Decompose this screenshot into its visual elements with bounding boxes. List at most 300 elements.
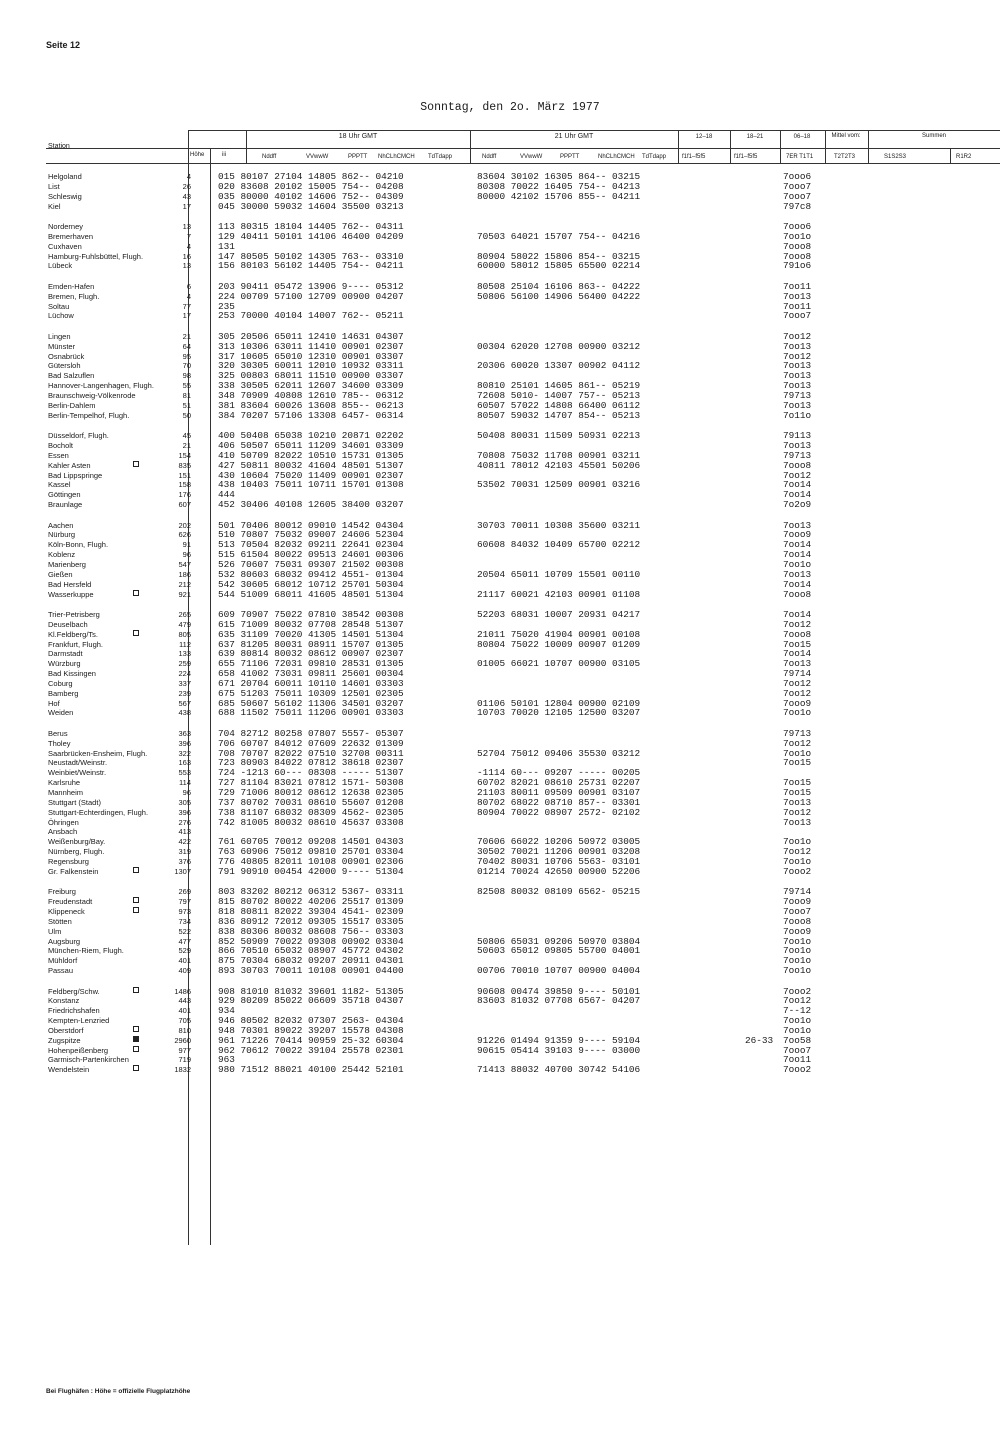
obs-18-gmt: 381 83604 60026 13608 855-- 06213 — [218, 399, 404, 411]
obs-21-gmt: 80904 58022 15806 854-- 03215 — [477, 250, 641, 262]
station-name: Emden-Hafen — [48, 281, 95, 291]
daily-mean-code: 7ooo7 — [783, 1044, 812, 1056]
obs-18-gmt: 639 80814 80032 08612 00907 02307 — [218, 648, 404, 660]
daily-mean-code: 7oo13 — [783, 440, 812, 451]
station-height: 835 — [178, 460, 191, 470]
station-height: 77 — [182, 301, 191, 311]
obs-18-gmt: 724 -1213 60--- 08308 ----- 51307 — [218, 767, 404, 779]
daily-mean-code: 7oo13 — [783, 816, 812, 828]
station-name: Mühldorf — [48, 956, 78, 966]
daily-mean-code: 7oo14 — [783, 608, 812, 620]
station-name: Garmisch-Partenkirchen — [48, 1055, 129, 1065]
station-height: 396 — [178, 738, 191, 748]
obs-21-gmt: 01106 50101 12804 00900 02109 — [477, 697, 641, 709]
obs-21-gmt: 72608 5010- 14007 757-- 05213 — [477, 390, 641, 401]
obs-18-gmt: 035 80000 40102 14606 752-- 04309 — [218, 190, 404, 202]
obs-21-gmt: 52203 68031 10007 20931 04217 — [477, 608, 641, 620]
station-height: 186 — [178, 569, 191, 579]
header-sub-06-18: 7ER T1T1 — [786, 154, 814, 160]
header-tdapp-18: TdTdapp — [428, 154, 453, 160]
station-name: Stötten — [48, 916, 72, 926]
table-row — [0, 818, 1000, 828]
station-height: 21 — [182, 331, 191, 341]
daily-mean-code: 7oo13 — [783, 290, 812, 302]
header-18-uhr: 18 Uhr GMT — [338, 133, 378, 140]
station-height: 55 — [182, 381, 191, 391]
obs-21-gmt: 80507 59032 14707 854-- 05213 — [477, 409, 641, 421]
station-name: Saarbrücken-Ensheim, Flugh. — [48, 748, 148, 758]
table-row — [0, 461, 1000, 471]
daily-mean-code: 7oo13 — [783, 519, 812, 531]
obs-18-gmt: 688 11502 75011 11206 00901 03303 — [218, 707, 404, 719]
obs-18-gmt: 510 70807 75032 09007 24606 52304 — [218, 529, 404, 541]
header-ii: iii — [222, 152, 226, 158]
table-row — [0, 808, 1000, 818]
station-name: Bad Lippspringe — [48, 470, 103, 480]
table-row — [0, 192, 1000, 202]
station-name: Kahler Asten — [48, 460, 91, 470]
obs-18-gmt: 526 70607 75031 09307 21502 00308 — [218, 558, 404, 570]
table-row — [0, 431, 1000, 441]
station-name: Würzburg — [48, 659, 81, 669]
station-name: Deuselbach — [48, 619, 88, 629]
obs-18-gmt: 045 30000 59032 14604 35500 03213 — [218, 200, 404, 212]
station-height: 26 — [182, 181, 191, 191]
page-number: Seite 12 — [46, 40, 81, 50]
daily-mean-code: 7oo11 — [783, 280, 812, 292]
station-height: 477 — [178, 936, 191, 946]
obs-21-gmt: 80308 70022 16405 754-- 04213 — [477, 180, 641, 192]
station-name: Kiel — [48, 201, 61, 211]
obs-18-gmt: 980 71512 88021 40100 25442 52101 — [218, 1064, 404, 1076]
station-height: 13 — [182, 222, 191, 231]
filled-square-icon — [133, 1036, 139, 1042]
header-vvwww-21: VVwwW — [520, 154, 543, 160]
header-12-18: 12–18 — [695, 134, 713, 140]
daily-mean-code: 7oo1o — [783, 836, 812, 848]
header-sub-18-21: f1f1–f5f5 — [734, 154, 758, 160]
daily-mean-code: 7oo15 — [783, 638, 812, 650]
station-name: Wendelstein — [48, 1065, 90, 1075]
station-name: Hamburg-Fuhlsbüttel, Flugh. — [48, 251, 144, 261]
header-sub-s2: R1R2 — [956, 154, 972, 160]
header-mittel: Mittel vom: — [831, 133, 861, 139]
station-name: Norderney — [48, 222, 84, 231]
open-square-icon — [133, 897, 139, 903]
obs-18-gmt: 313 10306 63011 11410 00901 02307 — [218, 340, 404, 352]
obs-18-gmt: 929 80209 85022 06609 35718 04307 — [218, 995, 404, 1007]
table-row — [0, 887, 1000, 897]
header-ppptt-18: PPPTT — [348, 154, 368, 160]
station-height: 43 — [182, 191, 191, 201]
obs-21-gmt: 80702 68022 08710 857-- 03301 — [477, 796, 641, 808]
daily-mean-code: 7oo12 — [783, 330, 812, 342]
station-name: Hannover-Langenhagen, Flugh. — [48, 381, 154, 391]
obs-21-gmt: 20504 65011 10709 15501 00110 — [477, 568, 641, 580]
station-name: Frankfurt, Flugh. — [48, 639, 104, 649]
station-name: Bad Kissingen — [48, 669, 96, 678]
station-name: Kassel — [48, 480, 71, 490]
obs-18-gmt: 815 80702 80022 40206 25517 01309 — [218, 896, 404, 908]
daily-mean-code: 7oo1o — [783, 955, 812, 967]
station-name: Coburg — [48, 678, 73, 688]
obs-18-gmt: 658 41002 73031 09811 25601 00304 — [218, 668, 404, 679]
station-height: 396 — [178, 807, 191, 817]
station-name: Lingen — [48, 331, 71, 341]
precip-12-18: 26-33 — [745, 1034, 774, 1046]
station-height: 151 — [178, 470, 191, 480]
daily-mean-code: 7oo1o — [783, 935, 812, 947]
table-row — [0, 361, 1000, 371]
obs-21-gmt: 83603 81032 07708 6567- 04207 — [477, 995, 641, 1007]
daily-mean-code: 797c8 — [783, 200, 812, 212]
daily-mean-code: 79714 — [783, 886, 812, 898]
station-name: Nürnberg, Flugh. — [48, 847, 105, 857]
station-name: Neustadt/Weinstr. — [48, 758, 108, 768]
header-sub-12-18: f1f1–f5f5 — [682, 154, 706, 160]
daily-mean-code: 7ooo9 — [783, 925, 812, 937]
station-name: Köln-Bonn, Flugh. — [48, 540, 109, 550]
daily-mean-code: 7ooo8 — [783, 240, 812, 252]
header-nddff-21: Nddff — [482, 154, 497, 160]
station-height: 4 — [186, 172, 191, 181]
obs-18-gmt: 609 70907 75022 07810 38542 00308 — [218, 608, 404, 620]
station-height: 810 — [178, 1025, 191, 1035]
station-height: 154 — [178, 450, 191, 460]
station-name: Essen — [48, 450, 69, 460]
obs-18-gmt: 836 80912 72012 09305 15517 03305 — [218, 915, 404, 927]
obs-18-gmt: 866 70510 65032 08907 45772 04302 — [218, 945, 404, 957]
station-name: Schleswig — [48, 191, 82, 201]
station-height: 98 — [182, 371, 191, 381]
obs-18-gmt: 224 00709 57100 12709 00900 04207 — [218, 290, 404, 302]
obs-18-gmt: 113 80315 18104 14405 762-- 04311 — [218, 221, 404, 232]
table-row — [0, 897, 1000, 907]
header-hoehe: Höhe — [190, 152, 205, 158]
daily-mean-code: 7oo13 — [783, 340, 812, 352]
daily-mean-code: 7oo1o — [783, 945, 812, 957]
obs-18-gmt: 818 80811 82022 39304 4541- 02309 — [218, 905, 404, 917]
station-height: 212 — [178, 579, 191, 589]
obs-18-gmt: 635 31109 70020 41305 14501 51304 — [218, 628, 404, 640]
obs-21-gmt: 71413 88032 40700 30742 54106 — [477, 1064, 641, 1076]
station-name: Braunschweig-Völkenrode — [48, 391, 136, 400]
header-18-21: 18–21 — [746, 134, 764, 140]
station-height: 322 — [178, 748, 191, 758]
header-sub-mittel: T2T2T3 — [834, 154, 856, 160]
daily-mean-code: 7oo11 — [783, 1054, 812, 1066]
table-row — [0, 1065, 1000, 1075]
table-row — [0, 480, 1000, 490]
table-row — [0, 521, 1000, 531]
station-height: 64 — [182, 341, 191, 351]
table-row — [0, 966, 1000, 976]
obs-21-gmt: 80804 75022 10009 00907 01209 — [477, 638, 641, 650]
table-row — [0, 610, 1000, 620]
daily-mean-code: 7oo14 — [783, 479, 812, 491]
station-height: 337 — [178, 678, 191, 688]
station-height: 50 — [182, 410, 191, 420]
table-row — [0, 729, 1000, 739]
obs-18-gmt: 708 70707 82022 07510 32708 00311 — [218, 747, 404, 759]
daily-mean-code: 7oo14 — [783, 549, 812, 561]
open-square-icon — [133, 987, 139, 993]
table-row — [0, 867, 1000, 877]
daily-mean-code: 7oo1o — [783, 1015, 812, 1026]
station-height: 7 — [186, 231, 191, 241]
table-row — [0, 261, 1000, 271]
obs-18-gmt: 406 50507 65011 11209 34601 03309 — [218, 440, 404, 451]
table-row — [0, 302, 1000, 312]
obs-18-gmt: 513 70504 82032 09211 22641 02304 — [218, 539, 404, 551]
daily-mean-code: 7ooo7 — [783, 310, 812, 322]
obs-21-gmt: 80810 25101 14605 861-- 05219 — [477, 380, 641, 392]
open-square-icon — [133, 590, 139, 596]
obs-21-gmt: 00706 70010 10707 00900 04004 — [477, 965, 641, 976]
station-height: 607 — [178, 500, 191, 510]
table-row — [0, 540, 1000, 550]
daily-mean-code: 7oo12 — [783, 995, 812, 1007]
station-height: 1307 — [174, 866, 191, 876]
station-height: 4 — [186, 241, 191, 251]
table-row — [0, 1016, 1000, 1026]
station-name: Weinbiet/Weinstr. — [48, 768, 107, 778]
station-name: Lüchow — [48, 311, 74, 321]
station-name: Wasserkuppe — [48, 589, 94, 599]
station-name: Feldberg/Schw. — [48, 986, 100, 996]
obs-18-gmt: 738 81107 68032 08309 4562- 02305 — [218, 806, 404, 818]
daily-mean-code: 7ooo8 — [783, 459, 812, 471]
obs-18-gmt: 963 — [218, 1054, 235, 1066]
obs-18-gmt: 452 30406 40108 12605 38400 03207 — [218, 499, 404, 511]
station-height: 805 — [178, 629, 191, 639]
station-height: 259 — [178, 659, 191, 669]
station-name: Bad Hersfeld — [48, 579, 92, 589]
station-name: Konstanz — [48, 996, 80, 1006]
daily-mean-code: 79113 — [783, 430, 812, 442]
obs-21-gmt: 50408 80031 11509 50931 02213 — [477, 430, 641, 442]
header-06-18: 06–18 — [793, 134, 811, 140]
station-height: 269 — [178, 887, 191, 897]
obs-21-gmt: 50603 65012 09805 55700 04001 — [477, 945, 641, 957]
table-row — [0, 490, 1000, 500]
daily-mean-code: 7oo15 — [783, 787, 812, 798]
obs-21-gmt: 70808 75032 11708 00901 03211 — [477, 449, 641, 461]
obs-21-gmt: 90608 00474 39850 9---- 50101 — [477, 985, 641, 997]
obs-18-gmt: 763 60906 75012 09810 25701 03304 — [218, 846, 404, 858]
station-height: 133 — [178, 649, 191, 659]
daily-mean-code: 7oo1o — [783, 855, 812, 867]
table-row — [0, 669, 1000, 679]
daily-mean-code: 7oo1o — [783, 558, 812, 570]
station-height: 413 — [178, 827, 191, 837]
obs-21-gmt: 70606 66022 10206 50972 03005 — [477, 836, 641, 848]
station-height: 1486 — [174, 986, 191, 996]
obs-18-gmt: 156 80103 56102 14405 754-- 04211 — [218, 260, 404, 272]
table-row — [0, 1046, 1000, 1056]
obs-21-gmt: 20306 60020 13307 00902 04112 — [477, 360, 641, 372]
obs-21-gmt: 80000 42102 15706 855-- 04211 — [477, 190, 641, 202]
table-row — [0, 640, 1000, 650]
station-name: Braunlage — [48, 500, 83, 510]
obs-18-gmt: 742 81005 80032 08610 45637 03308 — [218, 816, 404, 828]
obs-21-gmt: 70503 64021 15707 754-- 04216 — [477, 230, 641, 242]
obs-18-gmt: 615 71009 80032 07708 28548 51307 — [218, 618, 404, 630]
station-name: Soltau — [48, 301, 70, 311]
daily-mean-code: 7ooo2 — [783, 985, 812, 997]
obs-21-gmt: 80904 70022 08907 2572- 02102 — [477, 806, 641, 818]
station-name: Berlin-Dahlem — [48, 400, 96, 410]
obs-18-gmt: 147 80505 50102 14305 763-- 03310 — [218, 250, 404, 262]
station-name: Ulm — [48, 926, 62, 936]
obs-18-gmt: 532 80603 68032 09412 4551- 01304 — [218, 568, 404, 580]
station-name: Friedrichshafen — [48, 1006, 100, 1016]
station-name: Weißenburg/Bay. — [48, 837, 106, 847]
station-name: Regensburg — [48, 856, 89, 866]
daily-mean-code: 7o2o9 — [783, 499, 812, 511]
obs-18-gmt: 875 70304 68032 09207 20911 04301 — [218, 955, 404, 967]
table-row — [0, 550, 1000, 560]
station-height: 547 — [178, 559, 191, 569]
obs-21-gmt: 60000 58012 15805 65500 02214 — [477, 260, 641, 272]
station-height: 70 — [182, 361, 191, 371]
daily-mean-code: 7oo14 — [783, 539, 812, 551]
obs-18-gmt: 317 10605 65010 12310 00901 03307 — [218, 350, 404, 362]
station-name: Gießen — [48, 569, 73, 579]
obs-21-gmt: 21117 60021 42103 00901 01108 — [477, 588, 641, 600]
station-height: 239 — [178, 688, 191, 698]
obs-21-gmt: 30502 70021 11206 00901 03208 — [477, 846, 641, 858]
obs-18-gmt: 962 70612 70022 39104 25578 02301 — [218, 1044, 404, 1056]
obs-18-gmt: 253 70000 40104 14007 762-- 05211 — [218, 310, 404, 322]
obs-21-gmt: 00304 62020 12708 00900 03212 — [477, 340, 641, 352]
obs-18-gmt: 203 90411 05472 13906 9---- 05312 — [218, 280, 404, 292]
table-row — [0, 946, 1000, 956]
open-square-icon — [133, 907, 139, 913]
daily-mean-code: 79713 — [783, 449, 812, 461]
station-height: 112 — [179, 639, 191, 649]
table-row — [0, 292, 1000, 302]
station-height: 438 — [178, 708, 191, 718]
obs-18-gmt: 671 20704 60011 10110 14601 03303 — [218, 677, 404, 689]
station-name: Bremerhaven — [48, 231, 94, 241]
station-name: Karlsruhe — [48, 778, 81, 788]
station-height: 977 — [178, 1045, 191, 1055]
obs-18-gmt: 544 51009 68011 41605 48501 51304 — [218, 588, 404, 600]
obs-21-gmt: 40811 78012 42103 45501 50206 — [477, 459, 641, 471]
station-name: Stuttgart (Stadt) — [48, 797, 101, 807]
station-name: Freiburg — [48, 887, 76, 897]
station-name: Gr. Falkenstein — [48, 866, 99, 876]
obs-18-gmt: 320 30305 60011 12010 10932 03311 — [218, 360, 404, 372]
obs-18-gmt: 803 83202 80212 06312 5367- 03311 — [218, 886, 404, 898]
daily-mean-code: 7oo13 — [783, 370, 812, 382]
obs-18-gmt: 325 00803 68011 11510 00900 03307 — [218, 370, 404, 382]
daily-mean-code: 7ooo7 — [783, 190, 812, 202]
station-height: 734 — [178, 916, 191, 926]
daily-mean-code: 7oo15 — [783, 757, 812, 769]
daily-mean-code: 7ooo8 — [783, 628, 812, 640]
station-name: Koblenz — [48, 550, 76, 560]
obs-21-gmt: 50806 56100 14906 56400 04222 — [477, 290, 641, 302]
station-height: 96 — [182, 788, 191, 797]
station-name: Bamberg — [48, 688, 79, 698]
obs-21-gmt: 01214 70024 42650 00900 52206 — [477, 865, 641, 877]
obs-18-gmt: 338 30505 62011 12607 34600 03309 — [218, 380, 404, 392]
table-row — [0, 708, 1000, 718]
station-name: Weiden — [48, 708, 74, 718]
obs-18-gmt: 852 50909 70022 09308 00902 03304 — [218, 935, 404, 947]
station-height: 479 — [178, 619, 191, 629]
obs-18-gmt: 131 — [218, 240, 235, 252]
header-nddff-18: Nddff — [262, 154, 277, 160]
daily-mean-code: 7ooo8 — [783, 588, 812, 600]
station-name: Kl.Feldberg/Ts. — [48, 629, 99, 639]
station-height: 95 — [182, 351, 191, 361]
daily-mean-code: 7oo13 — [783, 568, 812, 580]
daily-mean-code: 7oo13 — [783, 796, 812, 808]
obs-18-gmt: 946 80502 82032 07307 2563- 04304 — [218, 1015, 404, 1026]
station-name: Bad Salzuflen — [48, 371, 95, 381]
station-height: 973 — [178, 906, 191, 916]
header-clouds-21: NhCLhCMCH — [598, 154, 635, 160]
obs-18-gmt: 675 51203 75011 10309 12501 02305 — [218, 687, 404, 699]
station-height: 401 — [178, 956, 191, 966]
station-name: Stuttgart-Echterdingen, Flugh. — [48, 807, 149, 817]
daily-mean-code: 7oo14 — [783, 648, 812, 660]
table-row — [0, 907, 1000, 917]
obs-21-gmt: -1114 60--- 09207 ----- 00205 — [477, 767, 641, 779]
daily-mean-code: 7ooo6 — [783, 171, 812, 182]
open-square-icon — [133, 630, 139, 636]
table-row — [0, 917, 1000, 927]
station-name: Hof — [48, 698, 60, 708]
table-row — [0, 411, 1000, 421]
daily-mean-code: 79714 — [783, 668, 812, 679]
daily-mean-code: 7oo12 — [783, 350, 812, 362]
table-row — [0, 342, 1000, 352]
daily-mean-code: 7o11o — [783, 409, 812, 421]
obs-21-gmt: 90615 05414 39103 9---- 03000 — [477, 1044, 641, 1056]
station-name: Berlin-Tempelhof, Flugh. — [48, 410, 130, 420]
daily-mean-code: 7ooo2 — [783, 865, 812, 877]
table-row — [0, 659, 1000, 669]
station-name: Münster — [48, 341, 76, 351]
station-name: Cuxhaven — [48, 241, 82, 251]
station-name: Marienberg — [48, 559, 86, 569]
station-name: Lübeck — [48, 261, 73, 271]
station-name: Passau — [48, 966, 74, 975]
daily-mean-code: 7oo13 — [783, 380, 812, 392]
station-name: Gütersloh — [48, 361, 81, 371]
obs-21-gmt: 60608 84032 10409 65700 02212 — [477, 539, 641, 551]
station-height: 13 — [182, 261, 191, 271]
station-name: Öhringen — [48, 817, 79, 827]
station-height: 529 — [178, 946, 191, 956]
daily-mean-code: 7oo13 — [783, 658, 812, 670]
footer-note: Bei Flughäfen : Höhe = offizielle Flugplatzhöhe — [46, 1388, 191, 1395]
daily-mean-code: 791o6 — [783, 260, 812, 272]
obs-21-gmt: 10703 70020 12105 12500 03207 — [477, 707, 641, 719]
obs-18-gmt: 893 30703 70011 10108 00901 04400 — [218, 965, 404, 976]
obs-18-gmt: 776 40805 82011 10108 00901 02306 — [218, 855, 404, 867]
table-row — [0, 679, 1000, 689]
station-name: Berus — [48, 728, 68, 738]
table-row — [0, 749, 1000, 759]
station-height: 376 — [178, 856, 191, 866]
station-name: Osnabrück — [48, 351, 85, 361]
station-name: Trier-Petrisberg — [48, 609, 100, 619]
